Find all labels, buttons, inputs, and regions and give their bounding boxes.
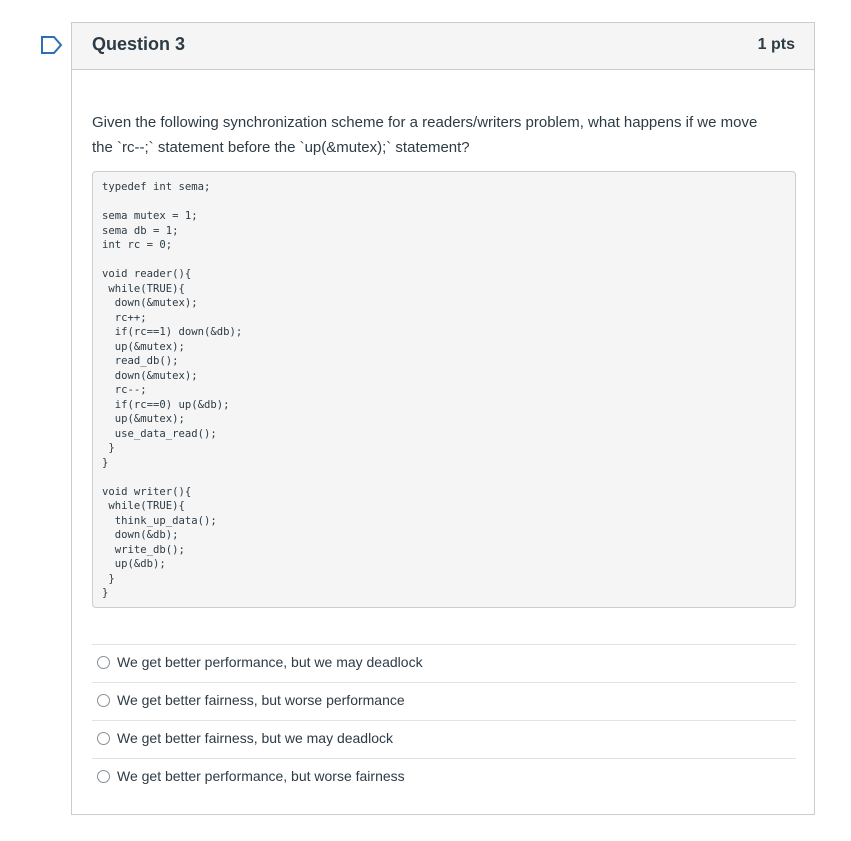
answer-option[interactable]: [92, 759, 796, 796]
code-listing: typedef int sema; sema mutex = 1; sema db = 1; int rc = 0; void reader(){ while(TRUE){ down(&mutex); rc++; if(rc==1) down(&db); up(&mutex); read_db(); down(&mutex); rc--; if(rc==0) up(&db); up(&mutex); use_data_read(); } } void writer(){ while(TRUE){ think_up_data(); down(&db); write_db(); up(&db); } }: [102, 181, 243, 599]
question-title: Question 3: [92, 34, 186, 54]
code-block: [92, 171, 796, 608]
question-text: Given the following synchronization scheme for a readers/writers problem, what happens if we move the `rc--;` statement before the `up(&mutex);` statement?: [92, 114, 758, 156]
radio-button[interactable]: [97, 694, 110, 707]
answer-option[interactable]: [92, 683, 796, 721]
question-header: [72, 23, 814, 70]
answer-label[interactable]: We get better fairness, but worse performance: [117, 692, 405, 708]
answer-label[interactable]: We get better fairness, but we may deadlock: [117, 730, 393, 746]
radio-button[interactable]: [97, 770, 110, 783]
answer-option[interactable]: [92, 721, 796, 759]
radio-button[interactable]: [97, 732, 110, 745]
answer-list: [92, 644, 796, 796]
radio-button[interactable]: [97, 656, 110, 669]
answer-label[interactable]: We get better performance, but we may deadlock: [117, 654, 423, 670]
question-card: [71, 22, 815, 815]
question-points: 1 pts: [757, 36, 795, 53]
answer-option[interactable]: [92, 645, 796, 683]
answer-label[interactable]: We get better performance, but worse fairness: [117, 768, 405, 784]
flag-question-icon[interactable]: [40, 35, 64, 55]
